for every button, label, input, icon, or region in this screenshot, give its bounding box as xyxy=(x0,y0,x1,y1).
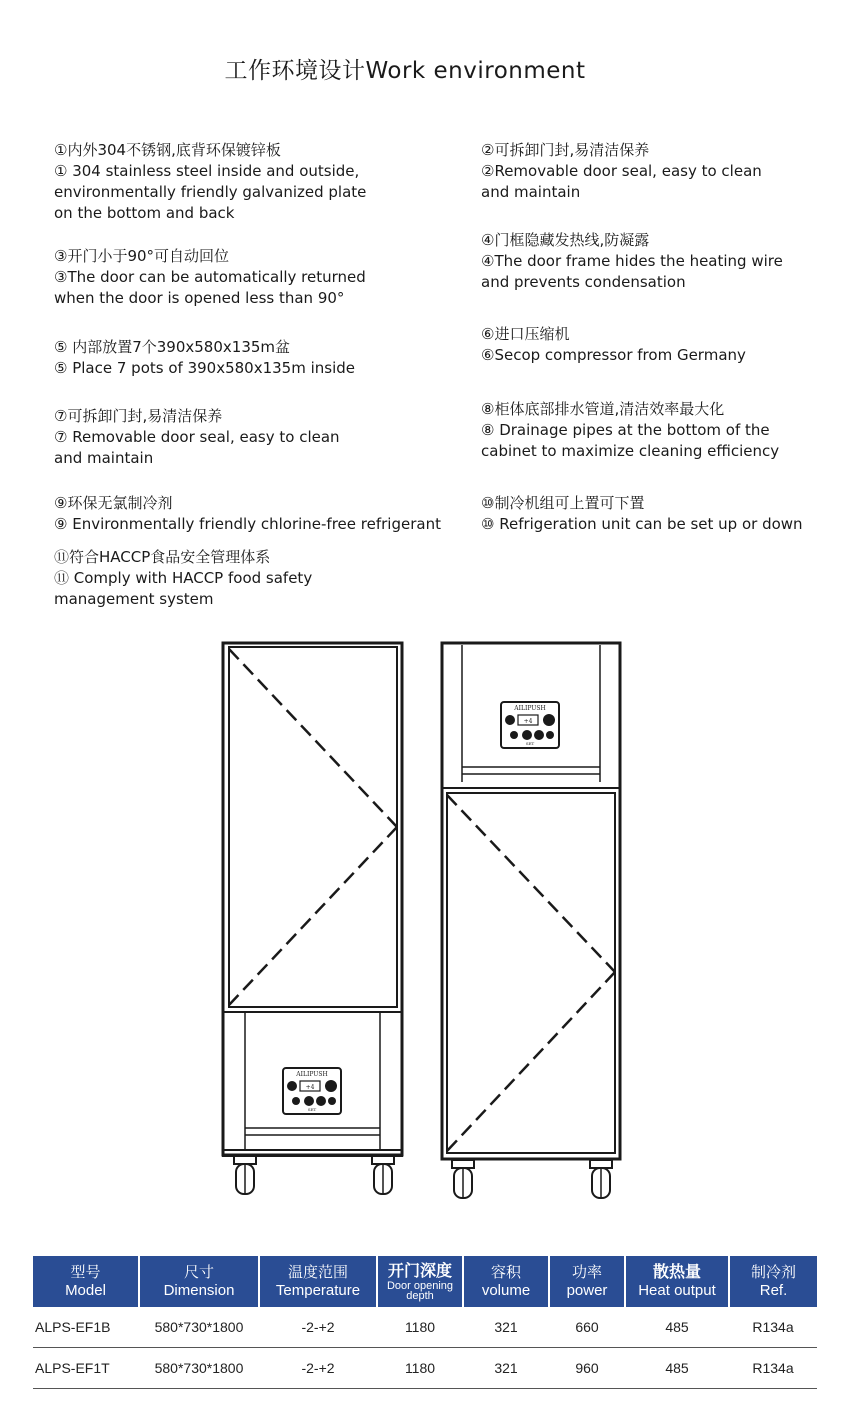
feature-1-en-line2: environmentally friendly galvanized plate xyxy=(54,183,367,201)
header-ref: 制冷剂 Ref. xyxy=(729,1256,817,1307)
feature-2 xyxy=(481,140,762,203)
header-volume: 容积 volume xyxy=(463,1256,549,1307)
header-power: 功率 power xyxy=(549,1256,625,1307)
cell-volume: 321 xyxy=(463,1307,549,1348)
feature-7-cn: ⑦可拆卸门封,易清洁保养 xyxy=(54,407,223,425)
feature-2-en-line1: ②Removable door seal, easy to clean xyxy=(481,162,762,180)
feature-8-en-line1: ⑧ Drainage pipes at the bottom of the xyxy=(481,421,770,439)
feature-3-en-line1: ③The door can be automatically returned xyxy=(54,268,366,286)
cell-ref: R134a xyxy=(729,1348,817,1389)
feature-11-en-line2: management system xyxy=(54,590,214,608)
feature-4 xyxy=(481,230,783,293)
feature-2-cn: ②可拆卸门封,易清洁保养 xyxy=(481,141,650,159)
cell-temperature: -2-+2 xyxy=(259,1348,377,1389)
cell-power: 660 xyxy=(549,1307,625,1348)
feature-8-cn: ⑧柜体底部排水管道,清洁效率最大化 xyxy=(481,400,725,418)
feature-1-en-line3: on the bottom and back xyxy=(54,204,235,222)
feature-6-en: ⑥Secop compressor from Germany xyxy=(481,346,746,364)
feature-11 xyxy=(54,547,312,610)
feature-9-en: ⑨ Environmentally friendly chlorine-free refrigerant xyxy=(54,515,441,533)
feature-11-cn: ⑪符合HACCP食品安全管理体系 xyxy=(54,548,271,566)
header-heat-output: 散热量 Heat output xyxy=(625,1256,729,1307)
feature-11-en-line1: ⑪ Comply with HACCP food safety xyxy=(54,569,313,587)
page-title: 工作环境设计Work environment xyxy=(224,58,586,84)
brand-label-right: AILIPUSH xyxy=(514,705,546,712)
cell-volume: 321 xyxy=(463,1348,549,1389)
cell-ref: R134a xyxy=(729,1307,817,1348)
cell-model: ALPS-EF1T xyxy=(33,1348,139,1389)
feature-1-en-line1: ① 304 stainless steel inside and outside, xyxy=(54,162,360,180)
table-header-row xyxy=(33,1256,817,1307)
feature-10 xyxy=(481,493,803,535)
brand-label-left: AILIPUSH xyxy=(296,1071,328,1078)
header-dimension: 尺寸 Dimension xyxy=(139,1256,259,1307)
feature-3 xyxy=(54,246,366,309)
header-temperature: 温度范围 Temperature xyxy=(259,1256,377,1307)
feature-8 xyxy=(481,399,779,462)
cell-dimension: 580*730*1800 xyxy=(139,1348,259,1389)
set-label-left: SET xyxy=(307,1107,317,1112)
cell-dimension: 580*730*1800 xyxy=(139,1307,259,1348)
display-readout-right: +4 xyxy=(523,718,533,725)
feature-5-en: ⑤ Place 7 pots of 390x580x135m inside xyxy=(54,359,355,377)
cell-door-depth: 1180 xyxy=(377,1348,463,1389)
feature-1-cn: ①内外304不锈钢,底背环保镀锌板 xyxy=(54,141,281,159)
feature-7-en-line2: and maintain xyxy=(54,449,154,467)
cell-power: 960 xyxy=(549,1348,625,1389)
cell-heat-output: 485 xyxy=(625,1307,729,1348)
header-door-depth: 开门深度 Door opening depth xyxy=(377,1256,463,1307)
feature-8-en-line2: cabinet to maximize cleaning efficiency xyxy=(481,442,780,460)
cabinet-drawings xyxy=(0,630,850,1205)
feature-4-en-line1: ④The door frame hides the heating wire xyxy=(481,252,783,270)
feature-1 xyxy=(54,140,366,224)
cell-door-depth: 1180 xyxy=(377,1307,463,1348)
header-model: 型号 Model xyxy=(33,1256,139,1307)
feature-7-en-line1: ⑦ Removable door seal, easy to clean xyxy=(54,428,340,446)
feature-7 xyxy=(54,406,340,469)
feature-9 xyxy=(54,493,441,535)
feature-9-cn: ⑨环保无氯制冷剂 xyxy=(54,494,173,512)
feature-5 xyxy=(54,337,355,379)
feature-3-cn: ③开门小于90°可自动回位 xyxy=(54,247,230,265)
feature-2-en-line2: and maintain xyxy=(481,183,581,201)
table-row xyxy=(33,1348,817,1389)
feature-10-en: ⑩ Refrigeration unit can be set up or down xyxy=(481,515,803,533)
table-row xyxy=(33,1307,817,1348)
spec-table xyxy=(33,1256,817,1389)
cell-temperature: -2-+2 xyxy=(259,1307,377,1348)
feature-3-en-line2: when the door is opened less than 90° xyxy=(54,289,345,307)
cell-heat-output: 485 xyxy=(625,1348,729,1389)
display-readout-left: +4 xyxy=(305,1084,315,1091)
cabinet-top-unit-drawing xyxy=(442,643,620,1198)
cell-model: ALPS-EF1B xyxy=(33,1307,139,1348)
feature-4-en-line2: and prevents condensation xyxy=(481,273,686,291)
feature-5-cn: ⑤ 内部放置7个390x580x135m盆 xyxy=(54,338,291,356)
feature-6 xyxy=(481,324,746,366)
feature-6-cn: ⑥进口压缩机 xyxy=(481,325,570,343)
feature-4-cn: ④门框隐藏发热线,防凝露 xyxy=(481,231,650,249)
feature-10-cn: ⑩制冷机组可上置可下置 xyxy=(481,494,645,512)
set-label-right: SET xyxy=(525,741,535,746)
